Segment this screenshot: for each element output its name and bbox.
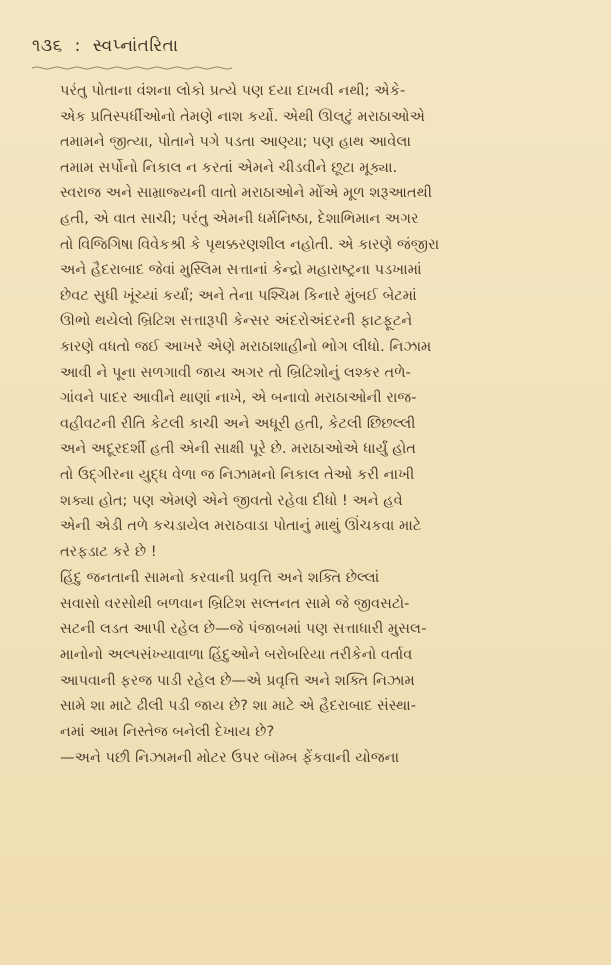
running-title: સ્વપ્નાંતરિતા [92, 36, 179, 56]
header-separator: : [74, 36, 81, 56]
header-underline [32, 66, 232, 70]
body-text [60, 78, 580, 771]
paragraph-1: પરંતુ પોતાના વંશના લોકો પ્રત્યે પણ દયા દાખવી નથી; એકે- એક પ્રતિસ્પર્ધીઓનો તેમણે નાશ કર્યો. એથી ઊલટું મરાઠાઓએ તમામને જીત્યા, પોતાને પગે પડતા આણ્યા; પણ હાથ આવેલા તમામ સર્પોનો નિકાલ ન કરતાં એમને ચીડવીને છૂટા મૂક્યા. સ્વરાજ અને સામ્રાજ્યની વાતો મરાઠાઓને મોઁએ મૂળ શરૂઆતથી હતી, એ વાત સાચી; પરંતુ એમની ધર્મનિષ્ઠા, દેશાભિમાન અગર તો વિજિગિષા વિવેકશ્રી કે પૃથક્કરણશીલ નહોતી. એ કારણે જંજીરા અને હૈદરાબાદ જેવાં મુસ્લિમ સત્તાનાં કેન્દ્રો મહારાષ્ટ્રના પડખામાં છેવટ સુધી ખૂંચ્યાં કર્યાં; અને તેના પશ્ચિમ કિનારે મુંબઈ બેટમાં ઊભો થયેલો બ્રિટિશ સત્તારૂપી કેન્સર અંદરોઅંદરની ફાટફૂટને કારણે વધતો જઈ આખરે એણે મરાઠાશાહીનો ભોગ લીધો. નિઝામ આવી ને પૂના સળગાવી જાય અગર તો બ્રિટિશોનું લશ્કર તળે- ગાંવને પાદર આવીને થાણાં નાખે, એ બનાવો મરાઠાઓની રાજ- વહીવટની રીતિ કેટલી કાચી અને અધૂરી હતી, કેટલી છિછલ્લી અને અદૂરદર્શી હતી એની સાક્ષી પૂરે છે. મરાઠાઓએ ધાર્યું હોત તો ઉદ્ગીરના યુદ્ધ વેળા જ નિઝામનો નિકાલ તેઓ કરી નાખી શક્યા હોત; પણ એમણે એને જીવતો રહેવા દીધો ! અને હવે એની એડી તળે કચડાયેલ મરાઠવાડા પોતાનું માથું ઊંચકવા માટે તરફડાટ કરે છે ! [60, 82, 440, 560]
page-number: ૧૩૬ [32, 36, 63, 56]
paragraph-3: —અને પછી નિઝામની મોટર ઉપર બૉમ્બ ફેંકવાની યોજના [60, 749, 400, 767]
paragraph-2: હિંદુ જનતાની સામનો કરવાની પ્રવૃત્તિ અને શક્તિ છેલ્લાં સવાસો વરસોથી બળવાન બ્રિટિશ સલ્તનત સામે જે જીવસટો- સટની લડત આપી રહેલ છે—જે પંજાબમાં પણ સત્તાધારી મુસલ- માનોનો અલ્પસંખ્યાવાળા હિંદુઓને બરોબરિયા તરીકેનો વર્તાવ આપવાની ફરજ પાડી રહેલ છે—એ પ્રવૃત્તિ અને શક્તિ નિઝામ સામે શા માટે ઢીલી પડી જાય છે? શા માટે એ હૈદરાબાદ સંસ્થા- નમાં આમ નિસ્તેજ બનેલી દેખાય છે? [60, 569, 427, 740]
page-header [32, 36, 179, 56]
